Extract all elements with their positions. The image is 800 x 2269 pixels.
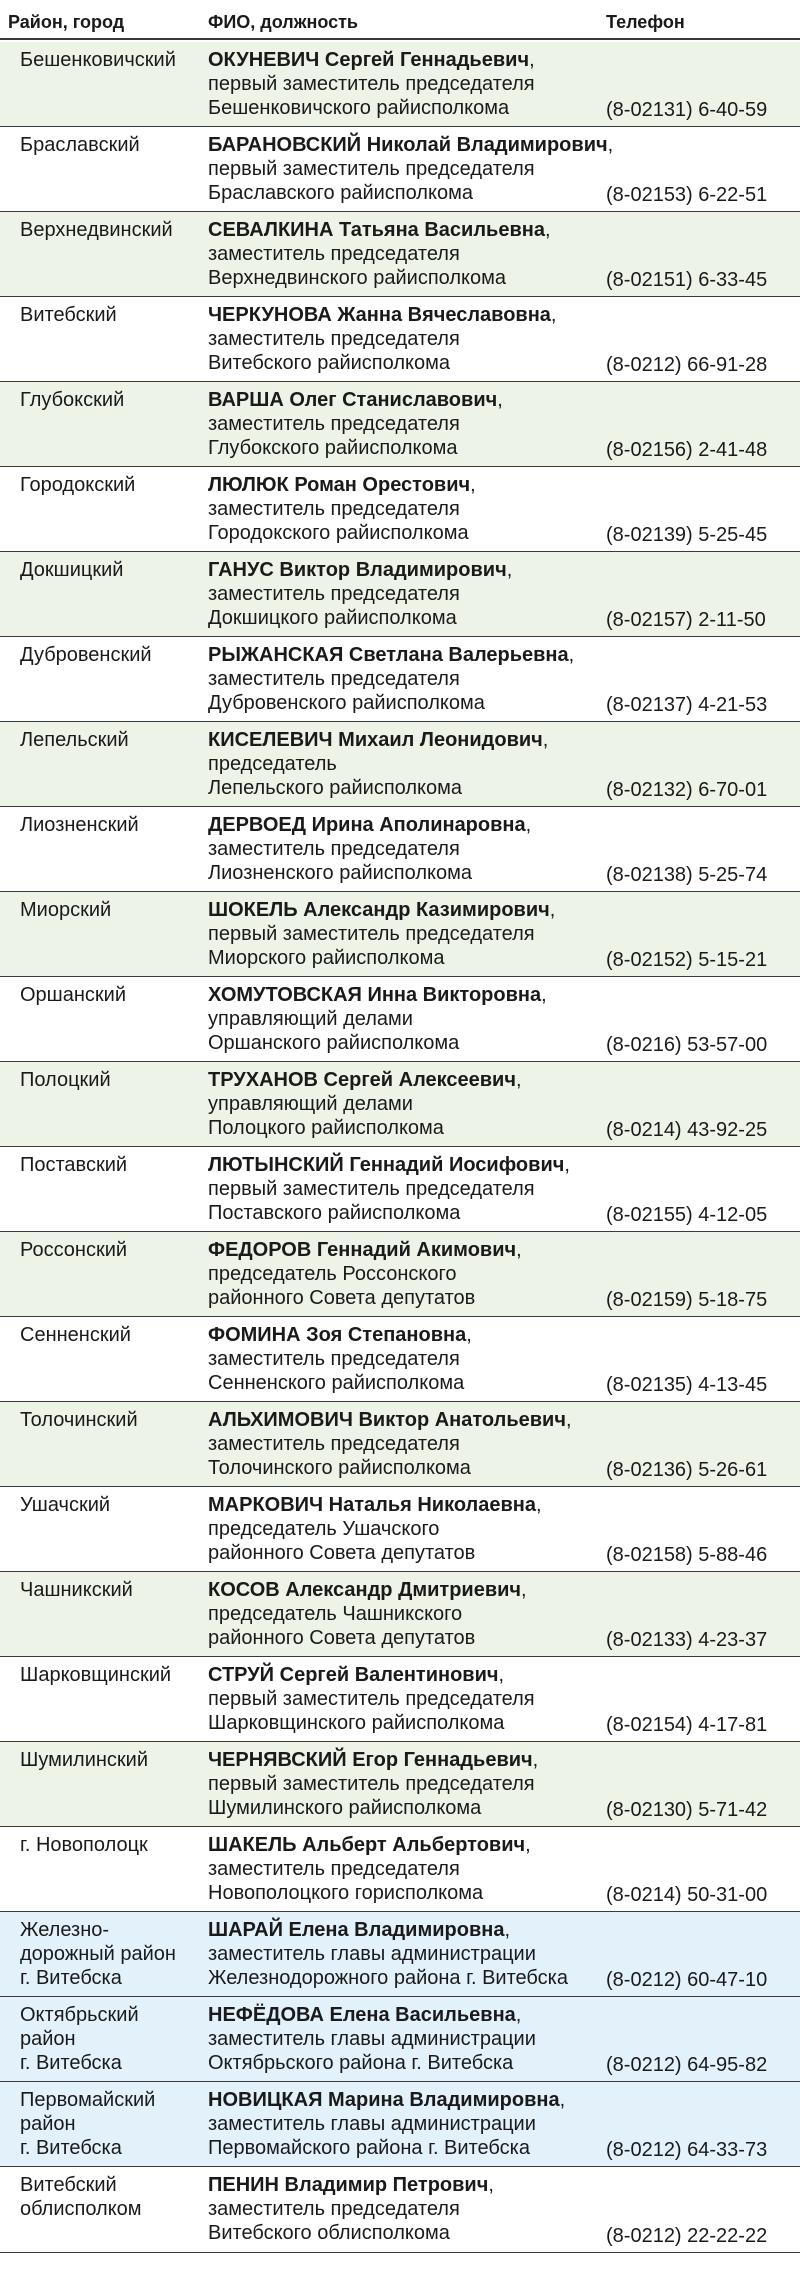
person-name-line: ФОМИНА Зоя Степановна, xyxy=(208,1324,472,1346)
phone-number: (8-02137) 4-21-53 xyxy=(606,694,768,716)
contacts-table xyxy=(0,42,800,2253)
region-cell: Первомайский район г. Витебска xyxy=(20,2089,156,2159)
person-cell xyxy=(208,813,608,885)
person-cell xyxy=(208,473,608,545)
region-cell: Витебский облисполком xyxy=(20,2174,142,2220)
person-cell xyxy=(208,643,608,715)
table-row xyxy=(0,382,800,467)
phone-number: (8-0214) 50-31-00 xyxy=(606,1884,768,1906)
region-cell: Дубровенский xyxy=(20,644,152,666)
phone-number: (8-0212) 66-91-28 xyxy=(606,354,768,376)
table-row xyxy=(0,1147,800,1232)
person-cell xyxy=(208,728,608,800)
position-line-2: Толочинского райисполкома xyxy=(208,1457,471,1479)
table-row xyxy=(0,1572,800,1657)
person-name-line: ЧЕРНЯВСКИЙ Егор Геннадьевич, xyxy=(208,1749,539,1771)
given-names: Владимир Петрович xyxy=(284,2174,489,2196)
region-cell: Бешенковичский xyxy=(20,49,176,71)
position-line-1: заместитель председателя xyxy=(208,413,460,435)
region-cell: Толочинский xyxy=(20,1409,138,1431)
position-line-2: Верхнедвинского райисполкома xyxy=(208,267,506,289)
surname: АЛЬХИМОВИЧ xyxy=(208,1409,353,1431)
table-row xyxy=(0,1997,800,2082)
table-row xyxy=(0,1487,800,1572)
phone-number: (8-02155) 4-12-05 xyxy=(606,1204,768,1226)
given-names: Александр Казимирович xyxy=(303,899,550,921)
person-cell xyxy=(208,558,608,630)
phone-number: (8-02159) 5-18-75 xyxy=(606,1289,768,1311)
surname: СТРУЙ xyxy=(208,1664,275,1686)
phone-number: (8-0212) 60-47-10 xyxy=(606,1969,768,1991)
position-line-1: первый заместитель председателя xyxy=(208,923,535,945)
region-cell: Железно- дорожный район г. Витебска xyxy=(20,1919,176,1989)
person-cell xyxy=(208,1493,608,1565)
person-name-line: ПЕНИН Владимир Петрович, xyxy=(208,2174,494,2196)
surname: ЧЕРНЯВСКИЙ xyxy=(208,1749,347,1771)
person-name-line: НЕФЁДОВА Елена Васильевна, xyxy=(208,2004,522,2026)
position-line-2: Докшицкого райисполкома xyxy=(208,607,457,629)
surname: ПЕНИН xyxy=(208,2174,279,2196)
given-names: Олег Станиславович xyxy=(289,389,498,411)
position-line-2: Глубокского райисполкома xyxy=(208,437,458,459)
person-name-line: СТРУЙ Сергей Валентинович, xyxy=(208,1664,505,1686)
given-names: Виктор Анатольевич xyxy=(358,1409,566,1431)
region-cell: г. Новополоцк xyxy=(20,1834,148,1856)
given-names: Сергей Алексеевич xyxy=(323,1069,516,1091)
phone-number: (8-0212) 22-22-22 xyxy=(606,2225,768,2247)
position-line-1: заместитель председателя xyxy=(208,668,460,690)
position-line-2: районного Совета депутатов xyxy=(208,1542,476,1564)
given-names: Геннадий Акимович xyxy=(316,1239,517,1261)
region-cell: Оршанский xyxy=(20,984,126,1006)
region-cell: Браславский xyxy=(20,134,140,156)
person-cell xyxy=(208,1323,608,1395)
person-cell xyxy=(208,983,608,1055)
header-name: ФИО, должность xyxy=(208,12,358,32)
given-names: Татьяна Васильевна xyxy=(338,219,545,241)
surname: ХОМУТОВСКАЯ xyxy=(208,984,362,1006)
table-row xyxy=(0,127,800,212)
position-line-2: Сенненского райисполкома xyxy=(208,1372,465,1394)
region-cell: Октябрьский район г. Витебска xyxy=(20,2004,139,2074)
person-name-line: КИСЕЛЕВИЧ Михаил Леонидович, xyxy=(208,729,549,751)
person-name-line: ДЕРВОЕД Ирина Аполинаровна, xyxy=(208,814,532,836)
given-names: Жанна Вячеславовна xyxy=(337,304,551,326)
phone-number: (8-02158) 5-88-46 xyxy=(606,1544,768,1566)
table-header xyxy=(0,0,800,40)
position-line-1: председатель xyxy=(208,753,337,775)
person-cell xyxy=(208,48,608,120)
phone-number: (8-02133) 4-23-37 xyxy=(606,1629,768,1651)
position-line-2: Железнодорожного района г. Витебска xyxy=(208,1967,568,1989)
position-line-1: заместитель председателя xyxy=(208,498,460,520)
table-row xyxy=(0,42,800,127)
position-line-1: заместитель председателя xyxy=(208,328,460,350)
region-cell: Сенненский xyxy=(20,1324,131,1346)
phone-number: (8-02132) 6-70-01 xyxy=(606,779,768,801)
region-cell: Ушачский xyxy=(20,1494,111,1516)
given-names: Егор Геннадьевич xyxy=(352,1749,533,1771)
person-cell xyxy=(208,1238,608,1310)
region-cell: Россонский xyxy=(20,1239,128,1261)
person-cell xyxy=(208,1748,608,1820)
person-name-line: РЫЖАНСКАЯ Светлана Валерьевна, xyxy=(208,644,575,666)
person-name-line: АЛЬХИМОВИЧ Виктор Анатольевич, xyxy=(208,1409,572,1431)
surname: ШАКЕЛЬ xyxy=(208,1834,297,1856)
table-row xyxy=(0,637,800,722)
person-name-line: МАРКОВИЧ Наталья Николаевна, xyxy=(208,1494,542,1516)
phone-number: (8-02131) 6-40-59 xyxy=(606,99,768,121)
person-cell xyxy=(208,2088,608,2160)
position-line-1: заместитель председателя xyxy=(208,838,460,860)
surname: ДЕРВОЕД xyxy=(208,814,307,836)
phone-number: (8-02151) 6-33-45 xyxy=(606,269,768,291)
given-names: Елена Васильевна xyxy=(329,2004,516,2026)
surname: ГАНУС xyxy=(208,559,274,581)
position-line-2: Оршанского райисполкома xyxy=(208,1032,460,1054)
position-line-1: заместитель председателя xyxy=(208,1433,460,1455)
table-row xyxy=(0,467,800,552)
table-row xyxy=(0,1912,800,1997)
position-line-1: управляющий делами xyxy=(208,1093,413,1115)
table-row xyxy=(0,2082,800,2167)
region-cell: Поставский xyxy=(20,1154,128,1176)
person-name-line: ТРУХАНОВ Сергей Алексеевич, xyxy=(208,1069,522,1091)
position-line-1: заместитель председателя xyxy=(208,1348,460,1370)
table-row xyxy=(0,807,800,892)
position-line-2: Октябрьского района г. Витебска xyxy=(208,2052,514,2074)
table-row xyxy=(0,552,800,637)
surname: ШАРАЙ xyxy=(208,1919,283,1941)
person-cell xyxy=(208,1068,608,1140)
given-names: Елена Владимировна xyxy=(288,1919,505,1941)
position-line-1: заместитель председателя xyxy=(208,243,460,265)
person-name-line: ХОМУТОВСКАЯ Инна Викторовна, xyxy=(208,984,547,1006)
person-cell xyxy=(208,1833,608,1905)
table-row xyxy=(0,1657,800,1742)
region-cell: Лепельский xyxy=(20,729,129,751)
person-cell xyxy=(208,1663,608,1735)
given-names: Сергей Геннадьевич xyxy=(324,49,530,71)
surname: КИСЕЛЕВИЧ xyxy=(208,729,333,751)
region-cell: Городокский xyxy=(20,474,136,496)
table-row xyxy=(0,1402,800,1487)
phone-number: (8-0212) 64-95-82 xyxy=(606,2054,768,2076)
position-line-2: Браславского райисполкома xyxy=(208,182,473,204)
phone-number: (8-02156) 2-41-48 xyxy=(606,439,768,461)
phone-number: (8-0212) 64-33-73 xyxy=(606,2139,768,2161)
given-names: Роман Орестович xyxy=(294,474,471,496)
phone-number: (8-02152) 5-15-21 xyxy=(606,949,768,971)
position-line-2: Миорского райисполкома xyxy=(208,947,445,969)
table-row xyxy=(0,1062,800,1147)
person-name-line: КОСОВ Александр Дмитриевич, xyxy=(208,1579,527,1601)
surname: РЫЖАНСКАЯ xyxy=(208,644,344,666)
phone-number: (8-02136) 5-26-61 xyxy=(606,1459,768,1481)
position-line-1: председатель Чашникского xyxy=(208,1603,463,1625)
person-name-line: ОКУНЕВИЧ Сергей Геннадьевич, xyxy=(208,49,535,71)
surname: МАРКОВИЧ xyxy=(208,1494,324,1516)
person-cell xyxy=(208,2173,608,2245)
table-row xyxy=(0,1827,800,1912)
position-line-1: заместитель главы администрации xyxy=(208,2028,536,2050)
surname: ЛЮЛЮК xyxy=(208,474,289,496)
position-line-1: первый заместитель председателя xyxy=(208,158,535,180)
surname: НОВИЦКАЯ xyxy=(208,2089,323,2111)
region-cell: Витебский xyxy=(20,304,117,326)
phone-number: (8-02138) 5-25-74 xyxy=(606,864,768,886)
position-line-2: Полоцкого райисполкома xyxy=(208,1117,444,1139)
phone-number: (8-0214) 43-92-25 xyxy=(606,1119,768,1141)
position-line-2: Первомайского района г. Витебска xyxy=(208,2137,530,2159)
position-line-2: Городокского райисполкома xyxy=(208,522,469,544)
phone-number: (8-02135) 4-13-45 xyxy=(606,1374,768,1396)
given-names: Сергей Валентинович xyxy=(279,1664,499,1686)
position-line-1: заместитель председателя xyxy=(208,2198,460,2220)
header-region: Район, город xyxy=(8,12,125,32)
position-line-1: первый заместитель председателя xyxy=(208,73,535,95)
person-name-line: СЕВАЛКИНА Татьяна Васильевна, xyxy=(208,219,551,241)
position-line-1: заместитель главы администрации xyxy=(208,1943,536,1965)
given-names: Николай Владимирович xyxy=(366,134,608,156)
position-line-2: Шарковщинского райисполкома xyxy=(208,1712,505,1734)
person-cell xyxy=(208,1578,608,1650)
person-name-line: ШОКЕЛЬ Александр Казимирович, xyxy=(208,899,556,921)
phone-number: (8-02154) 4-17-81 xyxy=(606,1714,768,1736)
person-cell xyxy=(208,898,608,970)
table-row xyxy=(0,212,800,297)
phone-number: (8-02130) 5-71-42 xyxy=(606,1799,768,1821)
person-name-line: ЛЮЛЮК Роман Орестович, xyxy=(208,474,476,496)
person-name-line: ШАРАЙ Елена Владимировна, xyxy=(208,1919,511,1941)
given-names: Альберт Альбертович xyxy=(302,1834,526,1856)
region-cell: Верхнедвинский xyxy=(20,219,173,241)
table-row xyxy=(0,1232,800,1317)
person-cell xyxy=(208,1918,608,1990)
surname: ЧЕРКУНОВА xyxy=(208,304,332,326)
given-names: Инна Викторовна xyxy=(367,984,542,1006)
given-names: Михаил Леонидович xyxy=(338,729,543,751)
position-line-2: Витебского райисполкома xyxy=(208,352,450,374)
position-line-2: Шумилинского райисполкома xyxy=(208,1797,482,1819)
given-names: Светлана Валерьевна xyxy=(348,644,569,666)
position-line-2: Новополоцкого горисполкома xyxy=(208,1882,484,1904)
surname: ЛЮТЫНСКИЙ xyxy=(208,1154,344,1176)
position-line-1: заместитель председателя xyxy=(208,1858,460,1880)
region-cell: Глубокский xyxy=(20,389,125,411)
table-row xyxy=(0,1742,800,1827)
surname: ОКУНЕВИЧ xyxy=(208,49,320,71)
table-row xyxy=(0,2167,800,2253)
given-names: Александр Дмитриевич xyxy=(285,1579,522,1601)
position-line-2: Витебского облисполкома xyxy=(208,2222,450,2244)
given-names: Ирина Аполинаровна xyxy=(311,814,526,836)
position-line-2: Дубровенского райисполкома xyxy=(208,692,485,714)
person-cell xyxy=(208,218,608,290)
phone-number: (8-0216) 53-57-00 xyxy=(606,1034,768,1056)
table-row xyxy=(0,892,800,977)
surname: БАРАНОВСКИЙ xyxy=(208,134,362,156)
surname: СЕВАЛКИНА xyxy=(208,219,334,241)
region-cell: Полоцкий xyxy=(20,1069,111,1091)
surname: КОСОВ xyxy=(208,1579,280,1601)
person-cell xyxy=(208,388,608,460)
position-line-1: заместитель главы администрации xyxy=(208,2113,536,2135)
position-line-2: Лепельского райисполкома xyxy=(208,777,463,799)
table-row xyxy=(0,722,800,807)
surname: НЕФЁДОВА xyxy=(208,2004,324,2026)
position-line-1: первый заместитель председателя xyxy=(208,1688,535,1710)
position-line-1: председатель Ушачского xyxy=(208,1518,440,1540)
given-names: Геннадий Иосифович xyxy=(349,1154,565,1176)
person-cell xyxy=(208,133,614,205)
person-name-line: ЧЕРКУНОВА Жанна Вячеславовна, xyxy=(208,304,557,326)
given-names: Марина Владимировна xyxy=(328,2089,560,2111)
person-cell xyxy=(208,303,608,375)
position-line-1: управляющий делами xyxy=(208,1008,413,1030)
given-names: Виктор Владимирович xyxy=(279,559,507,581)
person-name-line: ВАРША Олег Станиславович, xyxy=(208,389,503,411)
region-cell: Шумилинский xyxy=(20,1749,149,1771)
person-cell xyxy=(208,2003,608,2075)
given-names: Наталья Николаевна xyxy=(328,1494,537,1516)
position-line-1: первый заместитель председателя xyxy=(208,1178,535,1200)
position-line-1: заместитель председателя xyxy=(208,583,460,605)
table-row xyxy=(0,297,800,382)
position-line-2: Поставского райисполкома xyxy=(208,1202,461,1224)
position-line-2: Бешенковичского райисполкома xyxy=(208,97,510,119)
surname: ТРУХАНОВ xyxy=(208,1069,318,1091)
phone-number: (8-02153) 6-22-51 xyxy=(606,184,768,206)
person-cell xyxy=(208,1153,608,1225)
person-name-line: ШАКЕЛЬ Альберт Альбертович, xyxy=(208,1834,531,1856)
position-line-2: Лиозненского райисполкома xyxy=(208,862,472,884)
table-row xyxy=(0,977,800,1062)
given-names: Зоя Степановна xyxy=(306,1324,467,1346)
phone-number: (8-02139) 5-25-45 xyxy=(606,524,768,546)
position-line-1: председатель Россонского xyxy=(208,1263,457,1285)
person-name-line: НОВИЦКАЯ Марина Владимировна, xyxy=(208,2089,566,2111)
surname: ШОКЕЛЬ xyxy=(208,899,298,921)
surname: ФЕДОРОВ xyxy=(208,1239,312,1261)
person-name-line: ЛЮТЫНСКИЙ Геннадий Иосифович, xyxy=(208,1154,570,1176)
table-row xyxy=(0,1317,800,1402)
surname: ФОМИНА xyxy=(208,1324,301,1346)
surname: ВАРША xyxy=(208,389,284,411)
person-cell xyxy=(208,1408,608,1480)
region-cell: Лиозненский xyxy=(20,814,139,836)
region-cell: Шарковщинский xyxy=(20,1664,172,1686)
region-cell: Чашникский xyxy=(20,1579,133,1601)
region-cell: Докшицкий xyxy=(20,559,124,581)
position-line-1: первый заместитель председателя xyxy=(208,1773,535,1795)
person-name-line: ФЕДОРОВ Геннадий Акимович, xyxy=(208,1239,522,1261)
header-phone: Телефон xyxy=(606,12,685,32)
phone-number: (8-02157) 2-11-50 xyxy=(606,609,766,631)
region-cell: Миорский xyxy=(20,899,112,921)
person-name-line: ГАНУС Виктор Владимирович, xyxy=(208,559,513,581)
position-line-2: районного Совета депутатов xyxy=(208,1287,476,1309)
person-name-line: БАРАНОВСКИЙ Николай Владимирович, xyxy=(208,134,614,156)
position-line-2: районного Совета депутатов xyxy=(208,1627,476,1649)
